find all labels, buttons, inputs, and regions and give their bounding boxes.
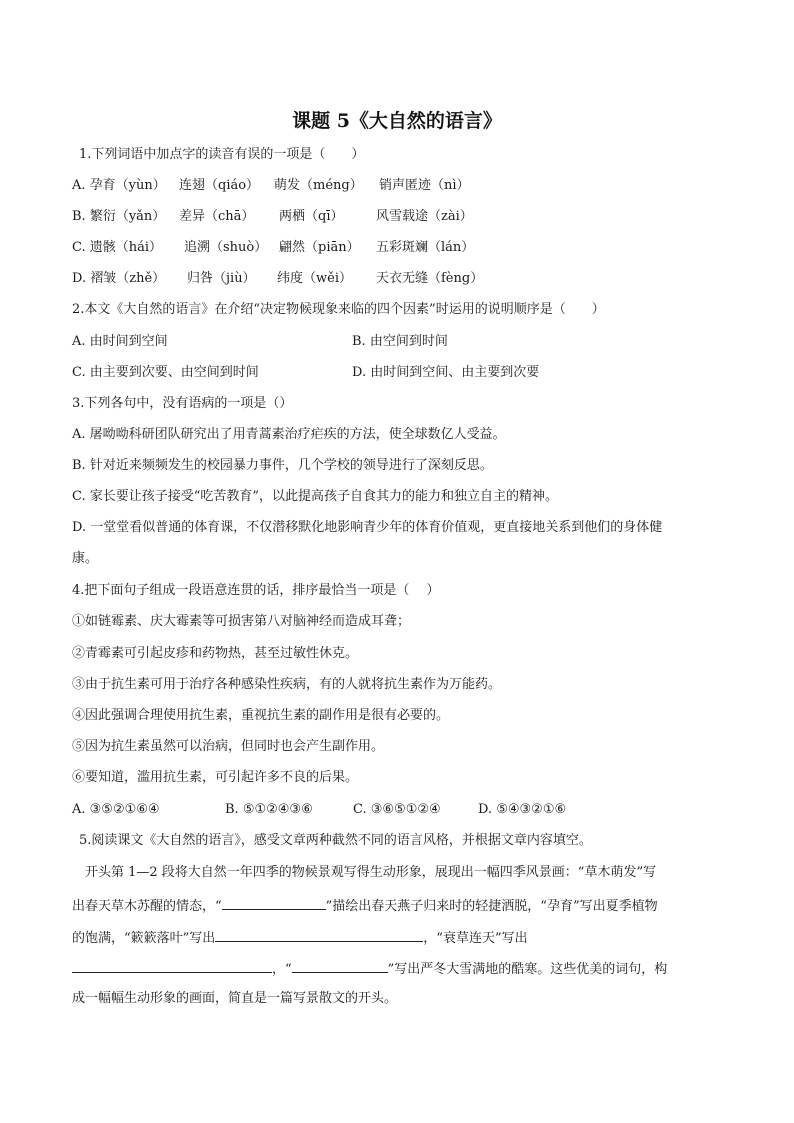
q3-option-a: A. 屠呦呦科研团队研究出了用青蒿素治疗疟疾的方法，使全球数亿人受益。	[72, 427, 506, 442]
q1-b-word2: 差异（chā）	[179, 209, 255, 224]
q1-c-word1: C. 遗骸（hái）	[72, 240, 163, 255]
q1-a-word2: 连翅（qiáo）	[179, 178, 260, 193]
q4-option-a: A. ③⑤②①⑥④	[72, 802, 160, 817]
q2-option-b: B. 由空间到时间	[352, 334, 448, 349]
q4-sentence-3: ③由于抗生素可用于治疗各种感染性疾病，有的人就将抗生素作为万能药。	[72, 677, 502, 692]
q3-option-d-line2: 康。	[72, 551, 99, 566]
q5-paragraph-line5: 成一幅幅生动形象的画面，简直是一篇写景散文的开头。	[72, 991, 398, 1006]
q4-sentence-4: ④因此强调合理使用抗生素，重视抗生素的副作用是很有必要的。	[72, 708, 450, 723]
q2-option-d: D. 由时间到空间、由主要到次要	[352, 365, 540, 380]
q4-stem: 4.把下面句子组成一段语意连贯的话，排序最恰当一项是（ ）	[72, 583, 440, 598]
q5-paragraph-line3	[72, 927, 528, 945]
q2-options-row2	[72, 364, 722, 382]
q4-option-b: B. ⑤①②④③⑥	[225, 802, 313, 817]
q5-text: ，“衰草连天”写出	[423, 931, 528, 946]
page-title: 课题 5《大自然的语言》	[292, 110, 502, 132]
fill-blank-3[interactable]	[72, 958, 272, 973]
q5-stem: 5.阅读课文《大自然的语言》，感受文章两种截然不同的语言风格，并根据文章内容填空。	[79, 833, 592, 848]
q1-b-word1: B. 繁衍（yǎn）	[72, 209, 166, 224]
q4-option-d: D. ⑤④③②①⑥	[478, 802, 567, 817]
q2-stem: 2.本文《大自然的语言》在介绍“决定物候现象来临的四个因素”时运用的说明顺序是（ ）	[72, 302, 605, 317]
q5-text: 出春天草木苏醒的情态，“	[72, 899, 222, 914]
q3-option-c: C. 家长要让孩子接受“吃苦教育”，以此提高孩子自食其力的能力和独立自主的精神。	[72, 489, 559, 504]
q2-option-a: A. 由时间到空间	[72, 334, 168, 349]
q3-stem: 3.下列各句中，没有语病的一项是（）	[72, 396, 293, 411]
q1-d-word4: 天衣无缝（fèng）	[376, 271, 484, 286]
fill-blank-4[interactable]	[292, 958, 388, 973]
q4-option-c: C. ③⑥⑤①②④	[353, 802, 441, 817]
q5-paragraph-line4	[72, 958, 667, 976]
q4-sentence-2: ②青霉素可引起皮疹和药物热，甚至过敏性休克。	[72, 646, 359, 661]
q1-b-word3: 两栖（qī）	[279, 209, 344, 224]
q1-a-word3: 萌发（méng）	[274, 178, 363, 193]
q1-a-word4: 销声匿迹（nì）	[379, 178, 470, 193]
q5-paragraph-line2	[72, 895, 658, 913]
q1-c-word3: 翩然（piān）	[279, 240, 360, 255]
q2-option-c: C. 由主要到次要、由空间到时间	[72, 365, 259, 380]
q1-d-word1: D. 褶皱（zhě）	[72, 271, 166, 286]
q4-options	[72, 801, 632, 819]
q2-options-row1	[72, 333, 722, 351]
q5-paragraph-line1: 开头第 1—2 段将大自然一年四季的物候景观写得生动形象，展现出一幅四季风景画：“草木萌发”写	[85, 865, 657, 880]
q4-sentence-6: ⑥要知道，滥用抗生素，可引起许多不良的后果。	[72, 770, 359, 785]
q3-option-d-line1: D. 一堂堂看似普通的体育课，不仅潜移默化地影响青少年的体育价值观，更直接地关系到他们的身体健	[72, 520, 663, 535]
q5-text: 的饱满，“簌簌落叶”写出	[72, 931, 216, 946]
q3-option-b: B. 针对近来频频发生的校园暴力事件，几个学校的领导进行了深刻反思。	[72, 458, 493, 473]
q1-c-word4: 五彩斑斓（lán）	[376, 240, 475, 255]
q1-b-word4: 风雪载途（zài）	[376, 209, 473, 224]
q1-stem: 1.下列词语中加点字的读音有误的一项是（ ）	[79, 147, 365, 162]
fill-blank-1[interactable]	[222, 895, 326, 910]
q5-text: ”写出严冬大雪满地的酷寒。这些优美的词句，构	[387, 962, 668, 977]
q1-c-word2: 追溯（shuò）	[184, 240, 268, 255]
q5-text: ，“	[272, 962, 292, 977]
q1-d-word2: 归咎（jiù）	[187, 271, 256, 286]
q1-d-word3: 纬度（wěi）	[277, 271, 352, 286]
q4-sentence-5: ⑤因为抗生素虽然可以治病，但同时也会产生副作用。	[72, 739, 385, 754]
q5-text: ”描绘出春天燕子归来时的轻捷洒脱，“孕育”写出夏季植物	[325, 899, 658, 914]
fill-blank-2[interactable]	[215, 927, 423, 942]
q4-sentence-1: ①如链霉素、庆大霉素等可损害第八对脑神经而造成耳聋；	[72, 614, 411, 629]
q1-a-word1: A. 孕育（yùn）	[72, 178, 166, 193]
